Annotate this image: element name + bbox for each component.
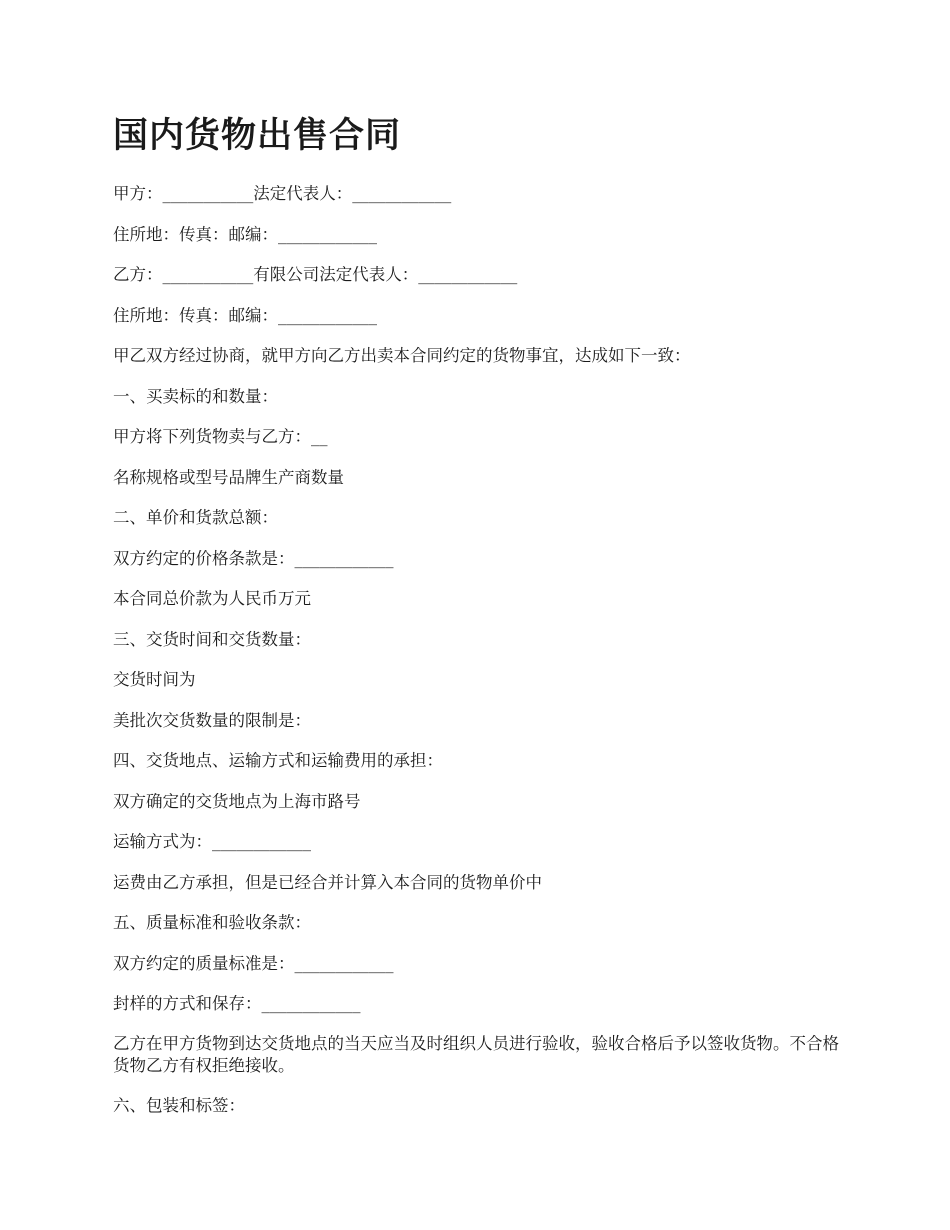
section-heading-6: 六、包装和标签：	[113, 1096, 245, 1115]
clause-paragraph: 交货时间为	[113, 670, 196, 689]
clause-paragraph: 美批次交货数量的限制是：	[113, 710, 311, 730]
clause-paragraph: 运费由乙方承担，但是已经合并计算入本合同的货物单价中	[113, 872, 542, 892]
clause-paragraph: 封样的方式和保存：____________	[113, 994, 361, 1013]
section-heading-5: 五、质量标准和验收条款：	[113, 913, 311, 932]
section-heading-3: 三、交货时间和交货数量：	[113, 629, 311, 649]
contract-page	[113, 110, 843, 1135]
preamble-paragraph: 甲乙双方经过协商，就甲方向乙方出卖本合同约定的货物事宜，达成如下一致：	[113, 346, 691, 365]
document-body	[113, 182, 843, 1117]
section-heading-1: 一、买卖标的和数量：	[113, 386, 278, 406]
party-b-line: 乙方：___________有限公司法定代表人：____________	[113, 265, 518, 284]
clause-paragraph: 双方约定的质量标准是：____________	[113, 953, 394, 973]
party-b-address-line: 住所地：传真：邮编：____________	[113, 305, 377, 325]
clause-paragraph: 甲方将下列货物卖与乙方：__	[113, 427, 328, 446]
party-a-line: 甲方：___________法定代表人：____________	[113, 184, 452, 203]
party-a-address-line: 住所地：传真：邮编：____________	[113, 224, 377, 244]
clause-paragraph: 本合同总价款为人民币万元	[113, 589, 311, 608]
section-heading-4: 四、交货地点、运输方式和运输费用的承担：	[113, 751, 443, 770]
section-heading-2: 二、单价和货款总额：	[113, 508, 278, 527]
clause-paragraph: 运输方式为：____________	[113, 832, 311, 851]
clause-paragraph: 乙方在甲方货物到达交货地点的当天应当及时组织人员进行验收，验收合格后予以签收货物。不合格货物乙方有权拒绝接收。	[113, 1033, 839, 1075]
clause-paragraph: 名称规格或型号品牌生产商数量	[113, 467, 344, 487]
clause-paragraph: 双方确定的交货地点为上海市路号	[113, 791, 361, 811]
document-title: 国内货物出售合同	[113, 116, 402, 156]
clause-paragraph: 双方约定的价格条款是：____________	[113, 548, 394, 568]
